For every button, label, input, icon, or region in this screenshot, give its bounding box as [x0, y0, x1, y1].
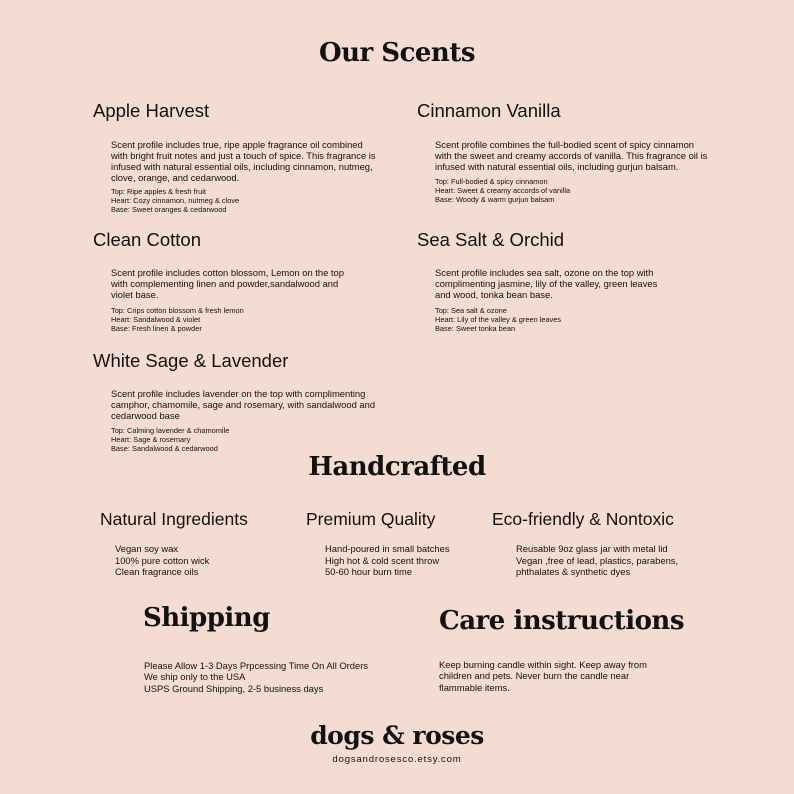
scent-notes	[111, 187, 239, 215]
base-note: Base: Sweet tonka bean	[435, 324, 516, 334]
shipping-title: Shipping	[143, 603, 270, 633]
top-note: Top: Crips cotton blossom & fresh lemon	[111, 306, 244, 315]
base-note: Base: Sweet oranges & cedarwood	[111, 205, 227, 215]
shipping-line: Please Allow 1-3 Days Prpcessing Time On All Orders	[144, 660, 369, 671]
feature-title-natural-ingredients: Natural Ingredients	[100, 509, 248, 529]
heart-note: Heart: Sage & rosemary	[111, 435, 191, 445]
scent-name: Clean Cotton	[93, 229, 201, 250]
heart-note: Heart: Sandalwood & violet	[111, 315, 201, 325]
scent-notes	[435, 306, 561, 334]
scent-notes	[111, 306, 244, 334]
scent-notes	[111, 426, 229, 454]
list-item: Vegan ,free of lead, plastics, parabens,	[516, 554, 679, 566]
care-title: Care instructions	[439, 606, 684, 636]
feature-list	[516, 543, 678, 578]
scent-description: Scent profile combines the full-bodied scent of spicy cinnamon with the sweet and creamy accords of vanilla. This fragrance oil is infused with natural essential oils, including gurjun balsam.	[435, 139, 708, 172]
heart-note: Heart: Cozy cinnamon, nutmeg & clove	[111, 196, 240, 206]
list-item: phthalates & synthetic dyes	[516, 566, 631, 578]
top-note: Top: Calming lavender & chamomile	[111, 426, 230, 435]
base-note: Base: Fresh linen & powder	[111, 324, 202, 334]
feature-list	[325, 543, 450, 578]
brand-url[interactable]: dogsandrosesco.etsy.com	[332, 754, 462, 765]
feature-title-eco-friendly: Eco-friendly & Nontoxic	[492, 509, 674, 529]
list-item: 100% pure cotton wick	[115, 554, 210, 566]
shipping-line: We ship only to the USA	[144, 671, 246, 683]
scent-name: Sea Salt & Orchid	[417, 229, 565, 250]
shipping-info	[144, 660, 368, 694]
top-note: Top: Full-bodied & spicy cinnamon	[435, 177, 548, 186]
scent-notes	[435, 177, 570, 205]
scent-name: White Sage & Lavender	[93, 350, 289, 371]
scent-description: Scent profile includes lavender on the top with complimenting camphor, chamomile, sage and rosemary, with sandalwood and cedarwood base	[111, 388, 376, 421]
feature-list	[115, 543, 209, 578]
top-note: Top: Sea salt & ozone	[435, 306, 507, 315]
scent-description: Scent profile includes sea salt, ozone on the top with complimenting jasmine, lily of the valley, green leaves and wood, tonka bean base.	[435, 267, 658, 300]
top-note: Top: Ripe apples & fresh fruit	[111, 187, 206, 196]
base-note: Base: Woody & warm gurjun balsam	[435, 195, 555, 205]
page-title: Our Scents	[318, 38, 475, 68]
heart-note: Heart: Sweet & creamy accords of vanilla	[435, 186, 571, 196]
heart-note: Heart: Lily of the valley & green leaves	[435, 315, 562, 325]
brand-logo: dogs & roses	[310, 721, 484, 750]
list-item: 50-60 hour burn time	[325, 566, 413, 578]
care-text: Keep burning candle within sight. Keep away from children and pets. Never burn the candle near flammable items.	[439, 659, 647, 693]
feature-title-premium-quality: Premium Quality	[306, 509, 436, 529]
scent-description: Scent profile includes cotton blossom, Lemon on the top with complementing linen and powder,sandalwood and violet base.	[111, 267, 344, 300]
scent-name: Apple Harvest	[93, 100, 210, 121]
list-item: Clean fragrance oils	[115, 566, 199, 578]
scent-name: Cinnamon Vanilla	[417, 100, 561, 121]
handcrafted-title: Handcrafted	[308, 452, 486, 482]
list-item: Hand-poured in small batches	[325, 543, 450, 554]
base-note: Base: Sandalwood & cedarwood	[111, 444, 218, 454]
scent-card-apple-harvest	[93, 100, 383, 122]
list-item: High hot & cold scent throw	[325, 554, 440, 566]
scent-description: Scent profile includes true, ripe apple fragrance oil combined with bright fruit notes and just a touch of spice. This fragrance is infused with natural essential oils, including cinnamon, nutmeg, clove, orange, and cedarwood.	[111, 139, 376, 183]
list-item: Reusable 9oz glass jar with metal lid	[516, 543, 668, 554]
list-item: Vegan soy wax	[115, 543, 179, 554]
shipping-line: USPS Ground Shipping, 2-5 business days	[144, 682, 324, 694]
